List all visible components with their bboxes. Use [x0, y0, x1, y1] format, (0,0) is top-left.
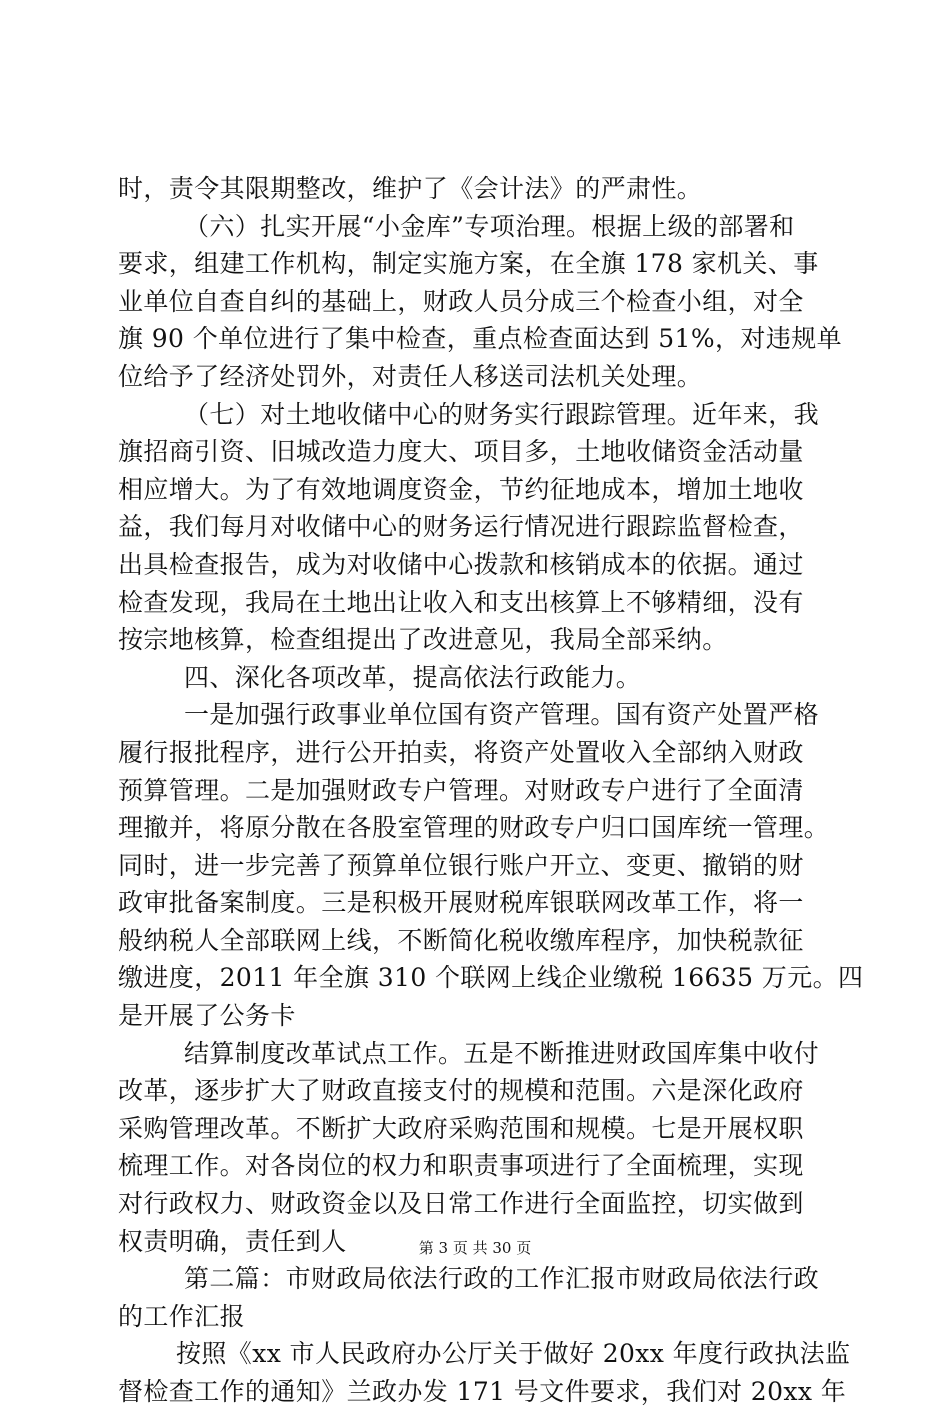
- text-line: 权责明确，责任到人: [118, 1226, 347, 1256]
- text-line: 业单位自查自纠的基础上，财政人员分成三个检查小组，对全: [118, 286, 804, 316]
- section-heading: 四、深化各项改革，提高依法行政能力。: [184, 662, 642, 692]
- text-line: 督检查工作的通知》兰政办发 171 号文件要求，我们对 20xx 年: [118, 1377, 847, 1406]
- text-line: 旗招商引资、旧城改造力度大、项目多，土地收储资金活动量: [118, 437, 804, 467]
- text-line: 一是加强行政事业单位国有资产管理。国有资产处置严格: [184, 700, 820, 730]
- text-line: 出具检查报告，成为对收储中心拨款和核销成本的依据。通过: [118, 549, 804, 579]
- text-line: 时，责令其限期整改，维护了《会计法》的严肃性。: [118, 174, 703, 203]
- text-line: 梳理工作。对各岗位的权力和职责事项进行了全面梳理，实现: [118, 1151, 804, 1181]
- text-line: 益，我们每月对收储中心的财务运行情况进行跟踪监督检查，: [118, 512, 804, 542]
- text-line: 要求，组建工作机构，制定实施方案，在全旗 178 家机关、事: [118, 249, 819, 279]
- text-line: 预算管理。二是加强财政专户管理。对财政专户进行了全面清: [118, 775, 804, 805]
- document-body: [118, 170, 864, 1411]
- text-line: 结算制度改革试点工作。五是不断推进财政国库集中收付: [184, 1038, 820, 1068]
- text-line: 履行报批程序，进行公开拍卖，将资产处置收入全部纳入财政: [118, 737, 804, 767]
- text-line: 相应增大。为了有效地调度资金，节约征地成本，增加土地收: [118, 474, 804, 504]
- chapter-heading: 第二篇：市财政局依法行政的工作汇报市财政局依法行政: [184, 1264, 820, 1294]
- text-line: 同时，进一步完善了预算单位银行账户开立、变更、撤销的财: [118, 850, 804, 880]
- text-line: 理撤并，将原分散在各股室管理的财政专户归口国库统一管理。: [118, 813, 830, 843]
- chapter-heading-continued: 的工作汇报: [118, 1301, 246, 1331]
- text-line: 检查发现，我局在土地出让收入和支出核算上不够精细，没有: [118, 587, 804, 617]
- text-line: 按照《xx 市人民政府办公厅关于做好 20xx 年度行政执法监: [176, 1339, 851, 1369]
- text-line: 采购管理改革。不断扩大政府采购范围和规模。七是开展权职: [118, 1113, 804, 1143]
- text-line: 般纳税人全部联网上线，不断简化税收缴库程序，加快税款征: [118, 925, 804, 955]
- text-line: 改革，逐步扩大了财政直接支付的规模和范围。六是深化政府: [118, 1076, 804, 1106]
- text-line: 对行政权力、财政资金以及日常工作进行全面监控，切实做到: [118, 1189, 804, 1219]
- text-line: 位给予了经济处罚外，对责任人移送司法机关处理。: [118, 361, 703, 391]
- text-line: （七）对土地收储中心的财务实行跟踪管理。近年来，我: [184, 399, 820, 429]
- text-line: 缴进度，2011 年全旗 310 个联网上线企业缴税 16635 万元。四: [118, 963, 864, 993]
- text-line: （六）扎实开展“小金库”专项治理。根据上级的部署和: [184, 211, 795, 241]
- text-line: 旗 90 个单位进行了集中检查，重点检查面达到 51%，对违规单: [118, 324, 843, 354]
- page-number-footer: 第 3 页 共 30 页: [418, 1239, 532, 1257]
- text-line: 是开展了公务卡: [118, 1001, 296, 1031]
- text-line: 政审批备案制度。三是积极开展财税库银联网改革工作，将一: [118, 888, 804, 918]
- text-line: 按宗地核算，检查组提出了改进意见，我局全部采纳。: [118, 625, 728, 655]
